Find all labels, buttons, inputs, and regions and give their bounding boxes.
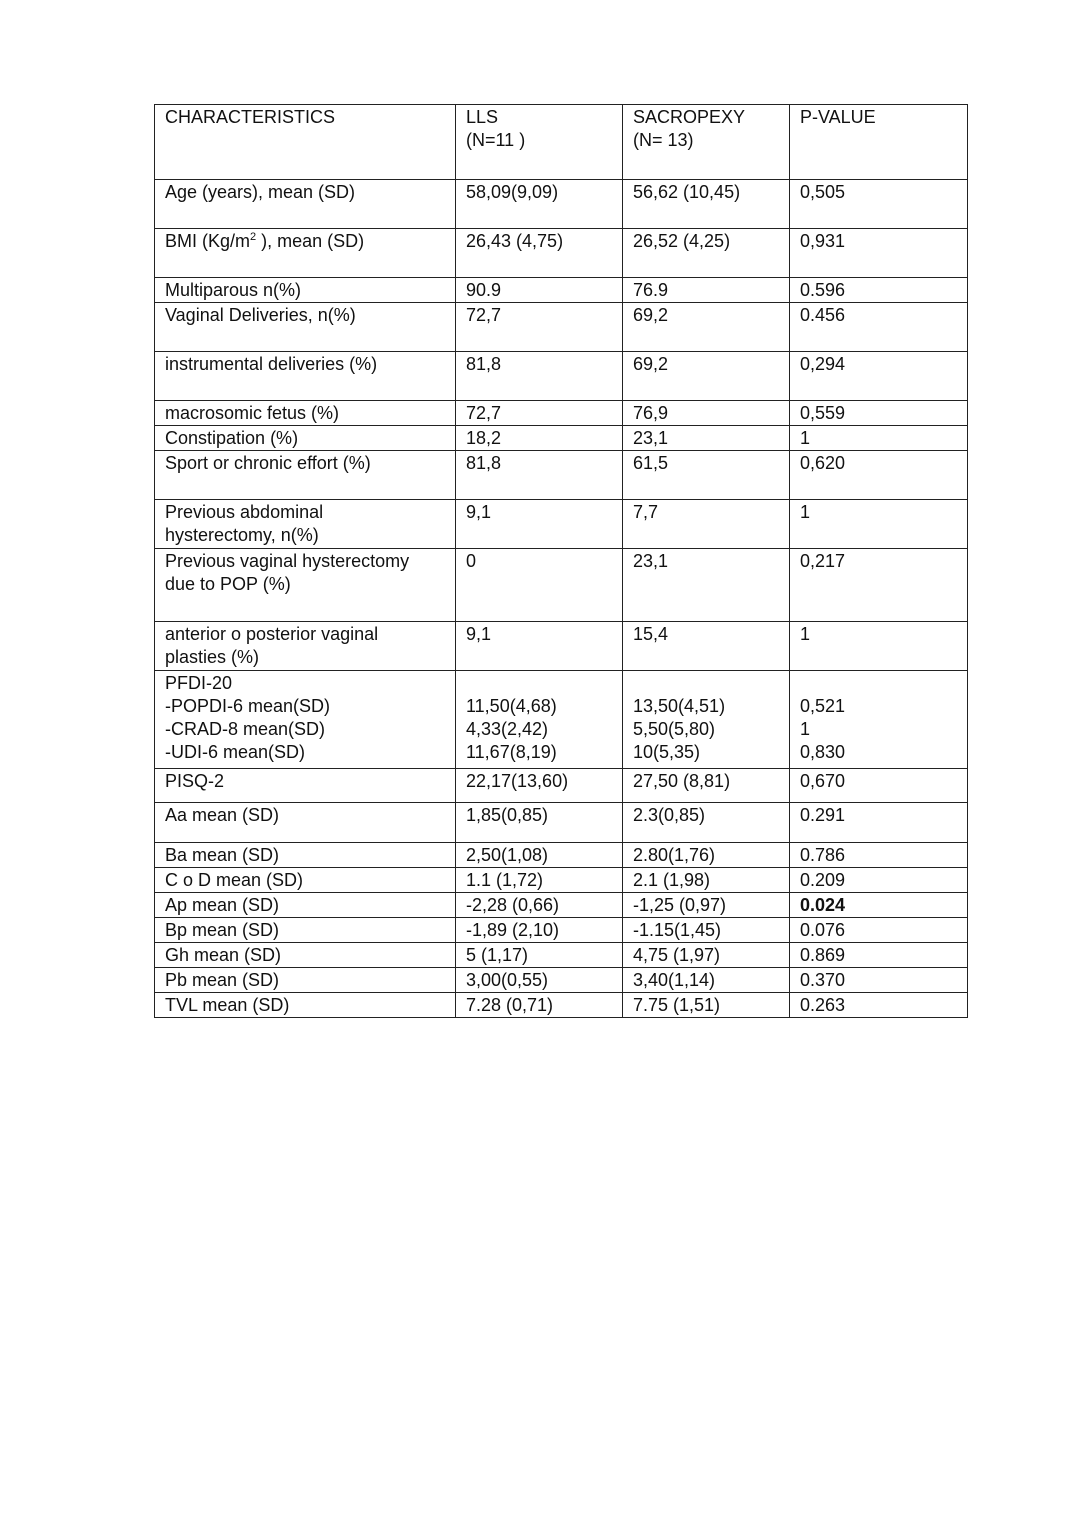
cell-lls: 5 (1,17) <box>456 943 623 968</box>
cell-p-value: 0.596 <box>790 278 968 303</box>
table-row <box>155 993 968 1018</box>
table-row <box>155 622 968 671</box>
header-p-value: P-VALUE <box>790 105 968 180</box>
header-sacropexy: SACROPEXY (N= 13) <box>623 105 790 180</box>
cell-characteristic: macrosomic fetus (%) <box>155 401 456 426</box>
table-row <box>155 893 968 918</box>
cell-lls: 90.9 <box>456 278 623 303</box>
cell-characteristic: Age (years), mean (SD) <box>155 180 456 229</box>
cell-sacropexy: 2.1 (1,98) <box>623 868 790 893</box>
cell-sacropexy: 26,52 (4,25) <box>623 229 790 278</box>
bmi-label: BMI (Kg/m <box>165 231 251 251</box>
cell-lls: 11,50(4,68) 4,33(2,42) 11,67(8,19) <box>456 671 623 769</box>
cell-lls: 9,1 <box>456 622 623 671</box>
cell-sacropexy: -1,25 (0,97) <box>623 893 790 918</box>
cell-p-value: 0.209 <box>790 868 968 893</box>
cell-p-value: 0,670 <box>790 769 968 803</box>
cell-sacropexy: 69,2 <box>623 303 790 352</box>
cell-sacropexy: 27,50 (8,81) <box>623 769 790 803</box>
table-row <box>155 180 968 229</box>
cell-p-value: 0,620 <box>790 451 968 500</box>
cell-lls: 72,7 <box>456 303 623 352</box>
cell-sacropexy: 61,5 <box>623 451 790 500</box>
cell-lls: -2,28 (0,66) <box>456 893 623 918</box>
cell-lls: 0 <box>456 549 623 622</box>
cell-p-value: 0,505 <box>790 180 968 229</box>
table-row <box>155 843 968 868</box>
cell-characteristic: Previous vaginal hysterectomy due to POP (%) <box>155 549 456 622</box>
table-row <box>155 943 968 968</box>
cell-sacropexy: 7,7 <box>623 500 790 549</box>
cell-characteristic: Constipation (%) <box>155 426 456 451</box>
cell-characteristic: Ap mean (SD) <box>155 893 456 918</box>
table-row <box>155 549 968 622</box>
superscript: 2 <box>250 231 257 243</box>
cell-characteristic <box>155 229 456 278</box>
cell-characteristic: Aa mean (SD) <box>155 803 456 843</box>
cell-characteristic: C o D mean (SD) <box>155 868 456 893</box>
table-row <box>155 500 968 549</box>
cell-characteristic: TVL mean (SD) <box>155 993 456 1018</box>
cell-sacropexy: 23,1 <box>623 426 790 451</box>
cell-characteristic: Vaginal Deliveries, n(%) <box>155 303 456 352</box>
table-row <box>155 803 968 843</box>
cell-sacropexy: 2.3(0,85) <box>623 803 790 843</box>
cell-sacropexy: 4,75 (1,97) <box>623 943 790 968</box>
cell-lls: 81,8 <box>456 352 623 401</box>
cell-sacropexy: 15,4 <box>623 622 790 671</box>
table-row <box>155 918 968 943</box>
cell-lls: 72,7 <box>456 401 623 426</box>
cell-characteristic: Ba mean (SD) <box>155 843 456 868</box>
table-row <box>155 229 968 278</box>
cell-characteristic: Previous abdominal hysterectomy, n(%) <box>155 500 456 549</box>
cell-lls: 22,17(13,60) <box>456 769 623 803</box>
cell-sacropexy: 2.80(1,76) <box>623 843 790 868</box>
table-row <box>155 303 968 352</box>
table-row <box>155 426 968 451</box>
cell-p-value: 0,217 <box>790 549 968 622</box>
cell-p-value: 0.869 <box>790 943 968 968</box>
table-row <box>155 968 968 993</box>
cell-p-value: 0.370 <box>790 968 968 993</box>
cell-sacropexy: 76,9 <box>623 401 790 426</box>
cell-sacropexy: 56,62 (10,45) <box>623 180 790 229</box>
table-row <box>155 352 968 401</box>
header-characteristics: CHARACTERISTICS <box>155 105 456 180</box>
cell-sacropexy: 7.75 (1,51) <box>623 993 790 1018</box>
cell-sacropexy: 76.9 <box>623 278 790 303</box>
cell-characteristic: PFDI-20 -POPDI-6 mean(SD) -CRAD-8 mean(SD) -UDI-6 mean(SD) <box>155 671 456 769</box>
cell-characteristic: PISQ-2 <box>155 769 456 803</box>
cell-p-value: 0.263 <box>790 993 968 1018</box>
cell-characteristic: anterior o posterior vaginal plasties (%) <box>155 622 456 671</box>
table-header-row <box>155 105 968 180</box>
cell-p-value: 0,931 <box>790 229 968 278</box>
cell-characteristic: Sport or chronic effort (%) <box>155 451 456 500</box>
cell-characteristic: Gh mean (SD) <box>155 943 456 968</box>
cell-lls: 7.28 (0,71) <box>456 993 623 1018</box>
cell-lls: 1,85(0,85) <box>456 803 623 843</box>
cell-p-value: 0.786 <box>790 843 968 868</box>
table-row <box>155 769 968 803</box>
cell-characteristic: Multiparous n(%) <box>155 278 456 303</box>
cell-sacropexy: 13,50(4,51) 5,50(5,80) 10(5,35) <box>623 671 790 769</box>
cell-p-value: 0.024 <box>790 893 968 918</box>
cell-sacropexy: 23,1 <box>623 549 790 622</box>
table-row <box>155 451 968 500</box>
cell-lls: -1,89 (2,10) <box>456 918 623 943</box>
cell-lls: 81,8 <box>456 451 623 500</box>
table-row <box>155 278 968 303</box>
cell-p-value: 1 <box>790 622 968 671</box>
cell-lls: 18,2 <box>456 426 623 451</box>
cell-lls: 1.1 (1,72) <box>456 868 623 893</box>
characteristics-table <box>154 104 968 1018</box>
cell-p-value: 0,294 <box>790 352 968 401</box>
cell-characteristic: Pb mean (SD) <box>155 968 456 993</box>
cell-lls: 26,43 (4,75) <box>456 229 623 278</box>
cell-sacropexy: 3,40(1,14) <box>623 968 790 993</box>
bmi-label-suffix: ), mean (SD) <box>256 231 365 251</box>
cell-lls: 3,00(0,55) <box>456 968 623 993</box>
cell-sacropexy: -1.15(1,45) <box>623 918 790 943</box>
header-lls: LLS (N=11 ) <box>456 105 623 180</box>
cell-sacropexy: 69,2 <box>623 352 790 401</box>
cell-lls: 58,09(9,09) <box>456 180 623 229</box>
cell-lls: 9,1 <box>456 500 623 549</box>
cell-p-value: 0,559 <box>790 401 968 426</box>
cell-p-value: 0.291 <box>790 803 968 843</box>
cell-characteristic: Bp mean (SD) <box>155 918 456 943</box>
cell-p-value: 1 <box>790 426 968 451</box>
cell-lls: 2,50(1,08) <box>456 843 623 868</box>
cell-p-value: 0,521 1 0,830 <box>790 671 968 769</box>
cell-p-value: 0.076 <box>790 918 968 943</box>
cell-characteristic: instrumental deliveries (%) <box>155 352 456 401</box>
table-row <box>155 401 968 426</box>
table-row <box>155 868 968 893</box>
cell-p-value: 1 <box>790 500 968 549</box>
table-row <box>155 671 968 769</box>
cell-p-value: 0.456 <box>790 303 968 352</box>
